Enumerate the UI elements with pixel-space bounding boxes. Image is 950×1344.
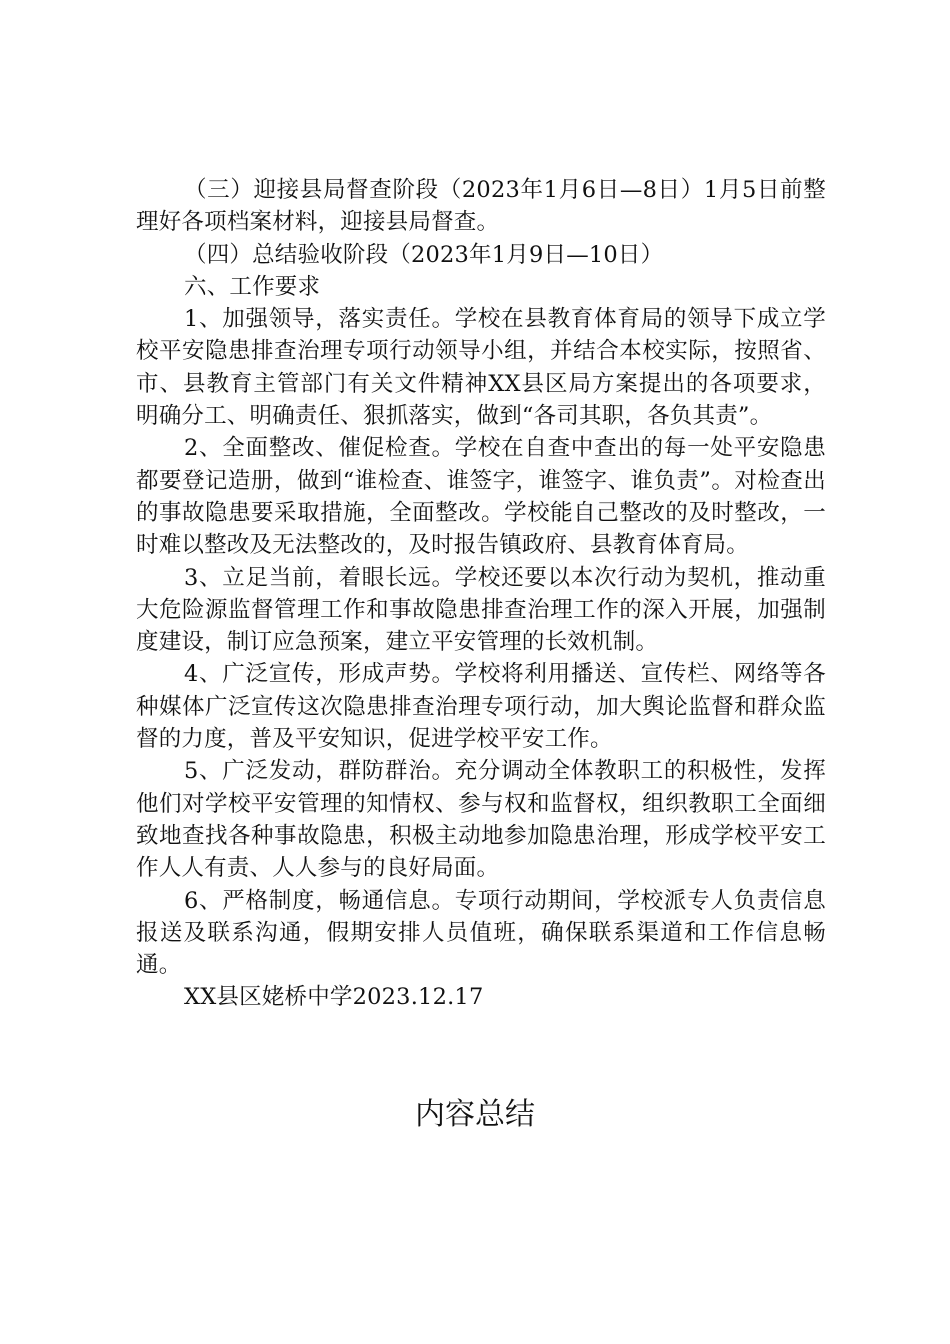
paragraph-stage-four: （四）总结验收阶段（2023年1月9日—10日）: [184, 241, 664, 268]
document-body: [136, 174, 826, 1014]
signature-line: XX县区姥桥中学2023.12.17: [184, 984, 484, 1011]
paragraph-requirement-5: 5、广泛发动，群防群治。充分调动全体教职工的积极性，发挥他们对学校平安管理的知情权、参与权和监督权，组织教职工全面细致地查找各种事故隐患，积极主动地参加隐患治理，形成学校平安工作人人有责、人人参与的良好局面。: [136, 758, 826, 882]
paragraph-requirement-4: 4、广泛宣传，形成声势。学校将利用播送、宣传栏、网络等各种媒体广泛宣传这次隐患排查治理专项行动，加大舆论监督和群众监督的力度，普及平安知识，促进学校平安工作。: [136, 661, 826, 753]
paragraph-requirement-6: 6、严格制度，畅通信息。专项行动期间，学校派专人负责信息报送及联系沟通，假期安排人员值班，确保联系渠道和工作信息畅通。: [136, 887, 826, 979]
paragraph-stage-three: （三）迎接县局督查阶段（2023年1月6日—8日）1月5日前整理好各项档案材料，迎接县局督查。: [136, 177, 826, 236]
paragraph-requirement-3: 3、立足当前，着眼长远。学校还要以本次行动为契机，推动重大危险源监督管理工作和事故隐患排查治理工作的深入开展，加强制度建设，制订应急预案，建立平安管理的长效机制。: [136, 564, 826, 656]
section-heading-work-requirements: 六、工作要求: [184, 273, 321, 300]
paragraph-requirement-2: 2、全面整改、催促检查。学校在自查中查出的每一处平安隐患都要登记造册，做到“谁检查、谁签字，谁签字、谁负责”。对检查出的事故隐患要采取措施，全面整改。学校能自己整改的及时整改，一时难以整改及无法整改的，及时报告镇政府、县教育体育局。: [136, 435, 826, 559]
paragraph-requirement-1: 1、加强领导，落实责任。学校在县教育体育局的领导下成立学校平安隐患排查治理专项行动领导小组，并结合本校实际，按照省、市、县教育主管部门有关文件精神XX县区局方案提出的各项要求，明确分工、明确责任、狠抓落实，做到“各司其职，各负其责”。: [136, 306, 826, 430]
summary-title: 内容总结: [415, 1097, 535, 1132]
